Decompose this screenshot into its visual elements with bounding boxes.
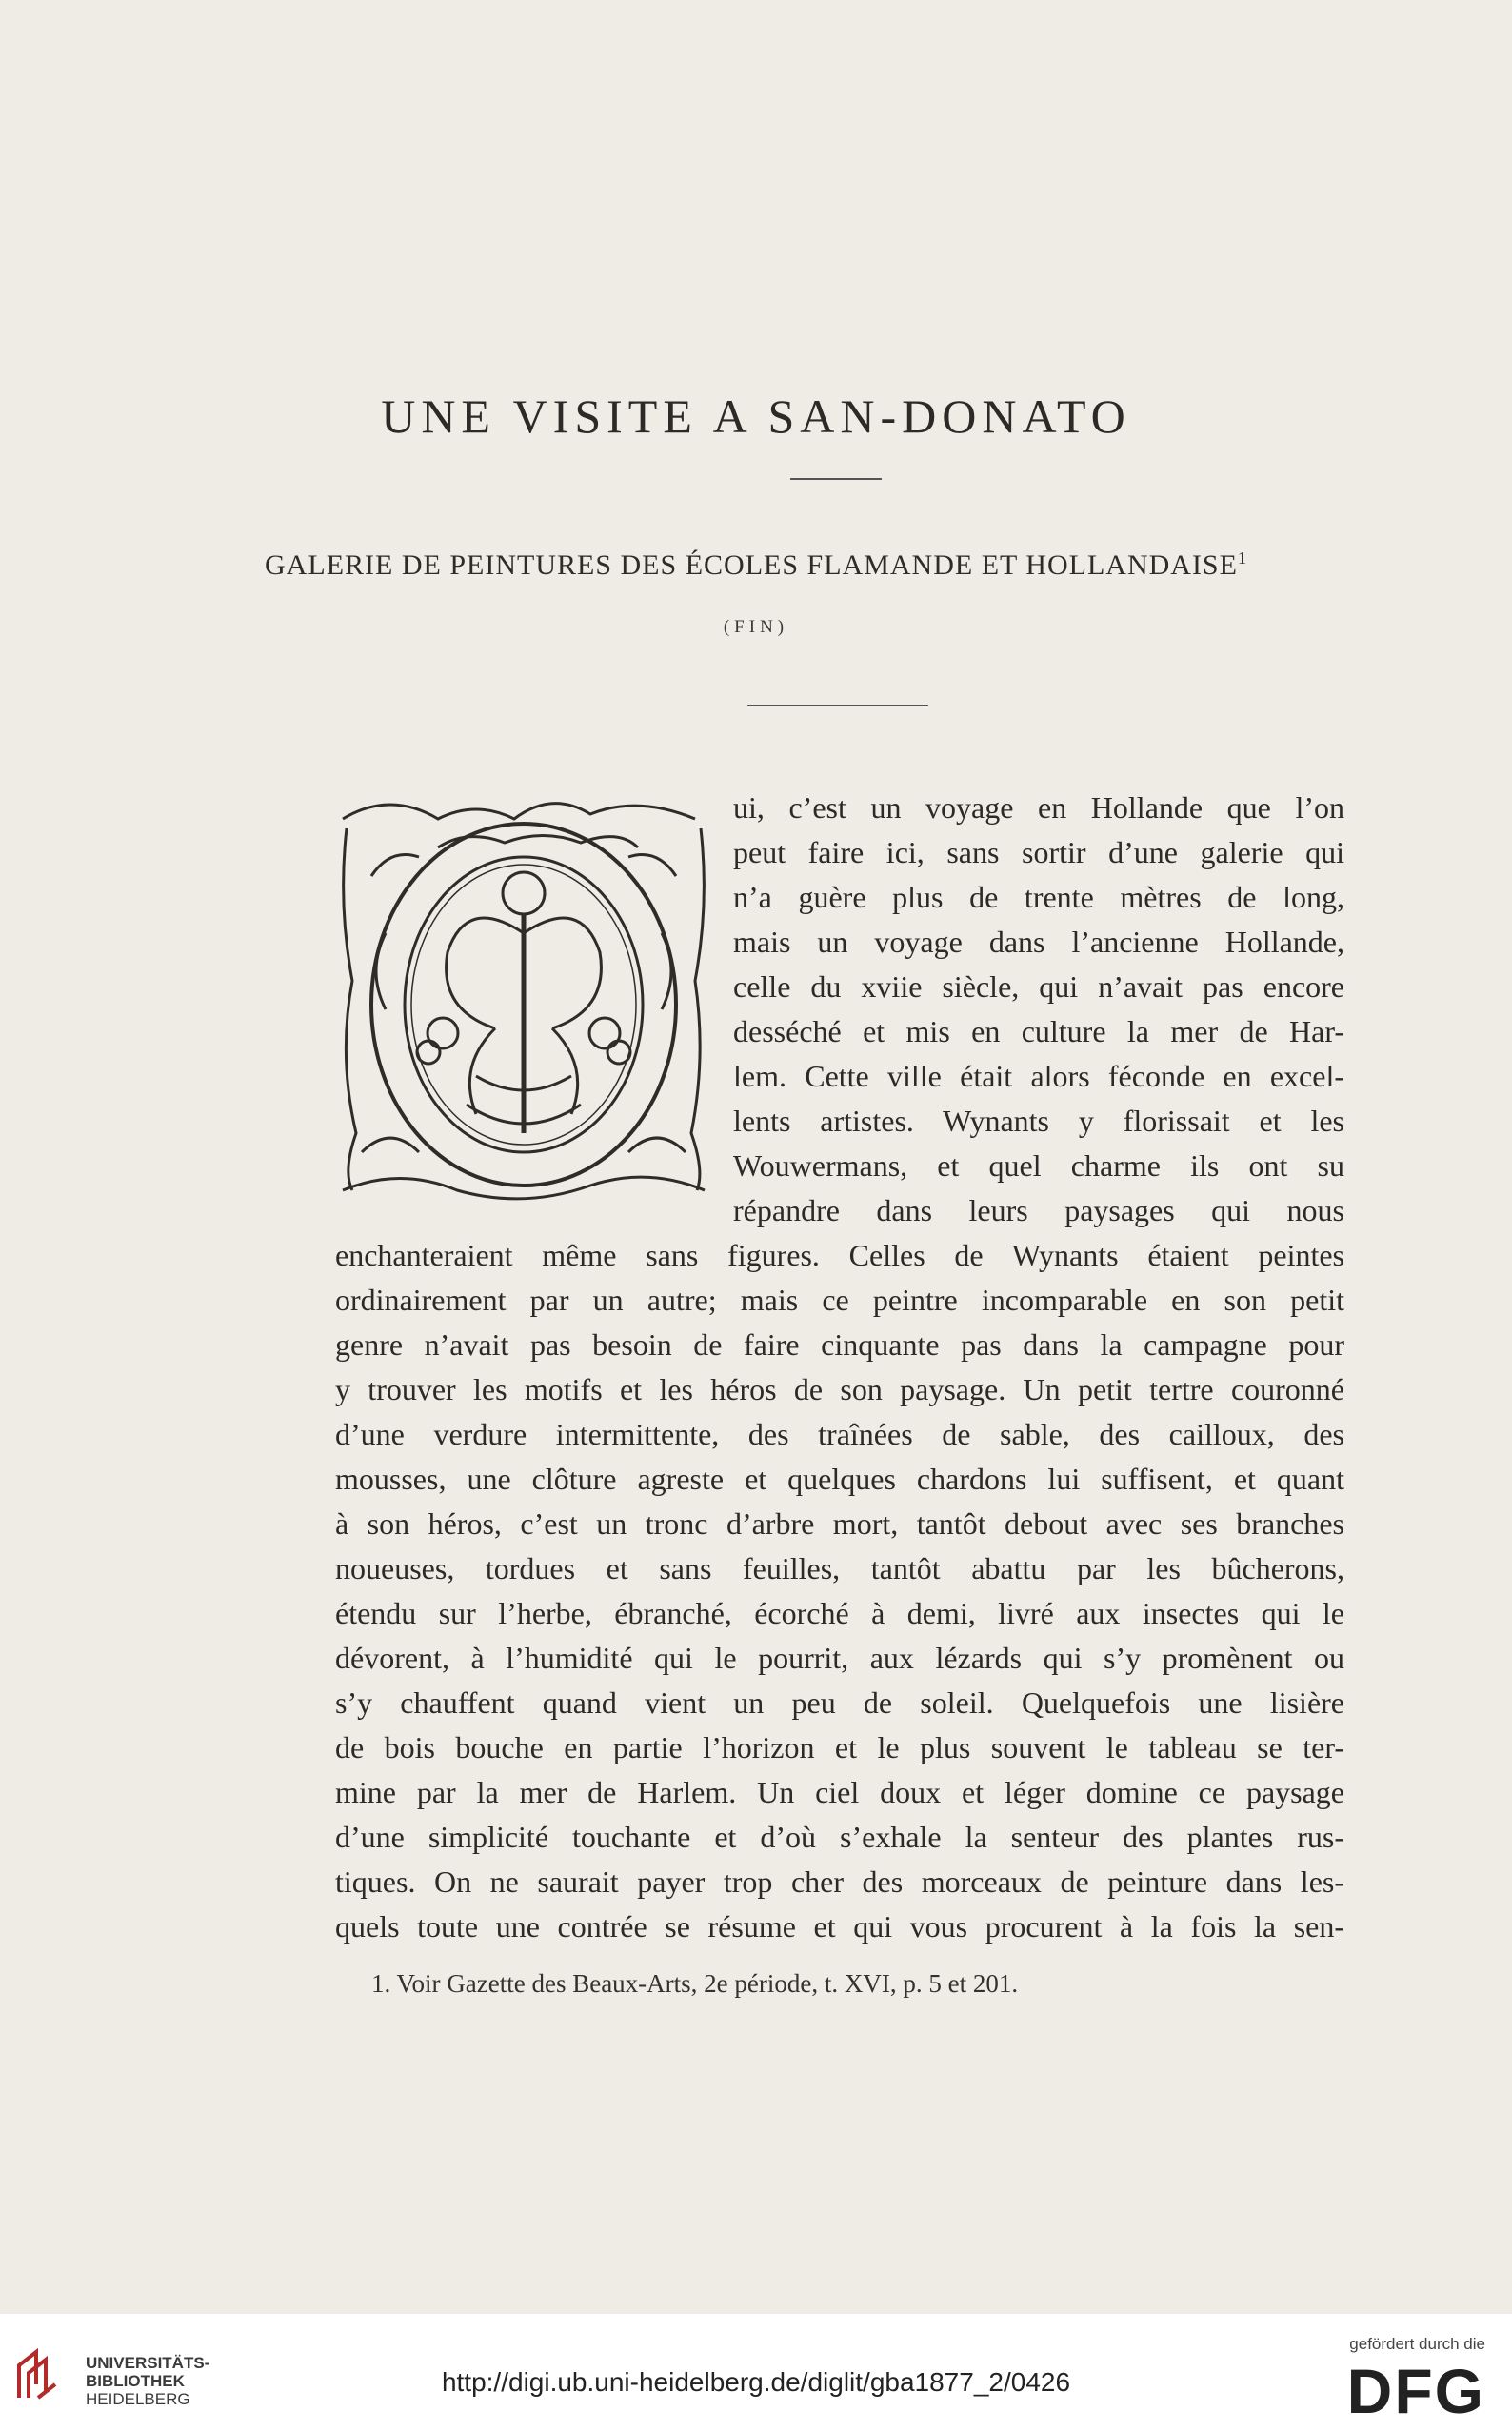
body-line-25: tiques. On ne saurait payer trop cher des morceaux de peinture dans les-	[335, 1864, 1344, 1899]
body-line-19: étendu sur l’herbe, ébranché, écorché à demi, livré aux insectes qui le	[335, 1596, 1344, 1630]
body-line-3: n’a guère plus de trente mètres de long,	[733, 880, 1344, 914]
decorative-initial-o-icon	[333, 790, 714, 1209]
body-line-24: d’une simplicité touchante et d’où s’exhale la senteur des plantes rus-	[335, 1820, 1344, 1854]
body-line-16: mousses, une clôture agreste et quelques chardons lui suffisent, et quant	[335, 1462, 1344, 1496]
library-line-3: HEIDELBERG	[86, 2390, 190, 2408]
body-line-13: genre n’avait pas besoin de faire cinquante pas dans la campagne pour	[335, 1327, 1344, 1362]
subtitle-divider	[747, 705, 928, 706]
body-line-15: d’une verdure intermittente, des traînées de sable, des cailloux, des	[335, 1417, 1344, 1451]
footnote-ref: 1	[1237, 548, 1247, 568]
body-line-6: desséché et mis en culture la mer de Har-	[733, 1014, 1344, 1048]
body-line-11: enchanteraient même sans figures. Celles de Wynants étaient peintes	[335, 1238, 1344, 1272]
body-line-18: noueuses, tordues et sans feuilles, tantôt abattu par les bûcherons,	[335, 1551, 1344, 1585]
source-url-link[interactable]: http://digi.ub.uni-heidelberg.de/diglit/gba1877_2/0426	[441, 2367, 1071, 2397]
body-line-2: peut faire ici, sans sortir d’une galerie qui	[733, 835, 1344, 869]
body-line-5: celle du xviie siècle, qui n’avait pas encore	[733, 969, 1344, 1004]
body-line-4: mais un voyage dans l’ancienne Hollande,	[733, 925, 1344, 959]
body-line-14: y trouver les motifs et les héros de son paysage. Un petit tertre couronné	[335, 1372, 1344, 1406]
footnote: 1. Voir Gazette des Beaux-Arts, 2e période, t. XVI, p. 5 et 201.	[371, 1969, 1019, 1998]
article-subtitle	[0, 548, 1512, 582]
dfg-logo: DFG	[1346, 2356, 1485, 2426]
body-line-9: Wouwermans, et quel charme ils ont su	[733, 1148, 1344, 1183]
title-divider	[790, 478, 882, 480]
body-line-23: mine par la mer de Harlem. Un ciel doux et léger domine ce paysage	[335, 1775, 1344, 1809]
body-line-8: lents artistes. Wynants y florissait et les	[733, 1104, 1344, 1138]
body-line-7: lem. Cette ville était alors féconde en excel-	[733, 1059, 1344, 1093]
library-line-2: BIBLIOTHEK	[86, 2372, 185, 2390]
body-line-21: s’y chauffent quand vient un peu de soleil. Quelquefois une lisière	[335, 1685, 1344, 1720]
body-line-17: à son héros, c’est un tronc d’arbre mort, tantôt debout avec ses branches	[335, 1506, 1344, 1541]
body-line-26: quels toute une contrée se résume et qui vous procurent à la fois la sen-	[335, 1909, 1344, 1944]
body-line-10: répandre dans leurs paysages qui nous	[733, 1193, 1344, 1227]
body-line-12: ordinairement par un autre; mais ce peintre incomparable en son petit	[335, 1283, 1344, 1317]
fin-label: (FIN)	[723, 617, 789, 637]
body-line-22: de bois bouche en partie l’horizon et le plus souvent le tableau se ter-	[335, 1730, 1344, 1764]
body-line-1: ui, c’est un voyage en Hollande que l’on	[733, 790, 1344, 825]
page-footer	[0, 2314, 1512, 2432]
body-line-20: dévorent, à l’humidité qui le pourrit, aux lézards qui s’y promènent ou	[335, 1641, 1344, 1675]
funding-note: gefördert durch die	[1349, 2335, 1485, 2353]
library-line-1: UNIVERSITÄTS-	[86, 2354, 210, 2372]
article-title: UNE VISITE A SAN-DONATO	[381, 389, 1131, 443]
subtitle-text: GALERIE DE PEINTURES DES ÉCOLES FLAMANDE ET HOLLANDAISE	[265, 549, 1238, 581]
